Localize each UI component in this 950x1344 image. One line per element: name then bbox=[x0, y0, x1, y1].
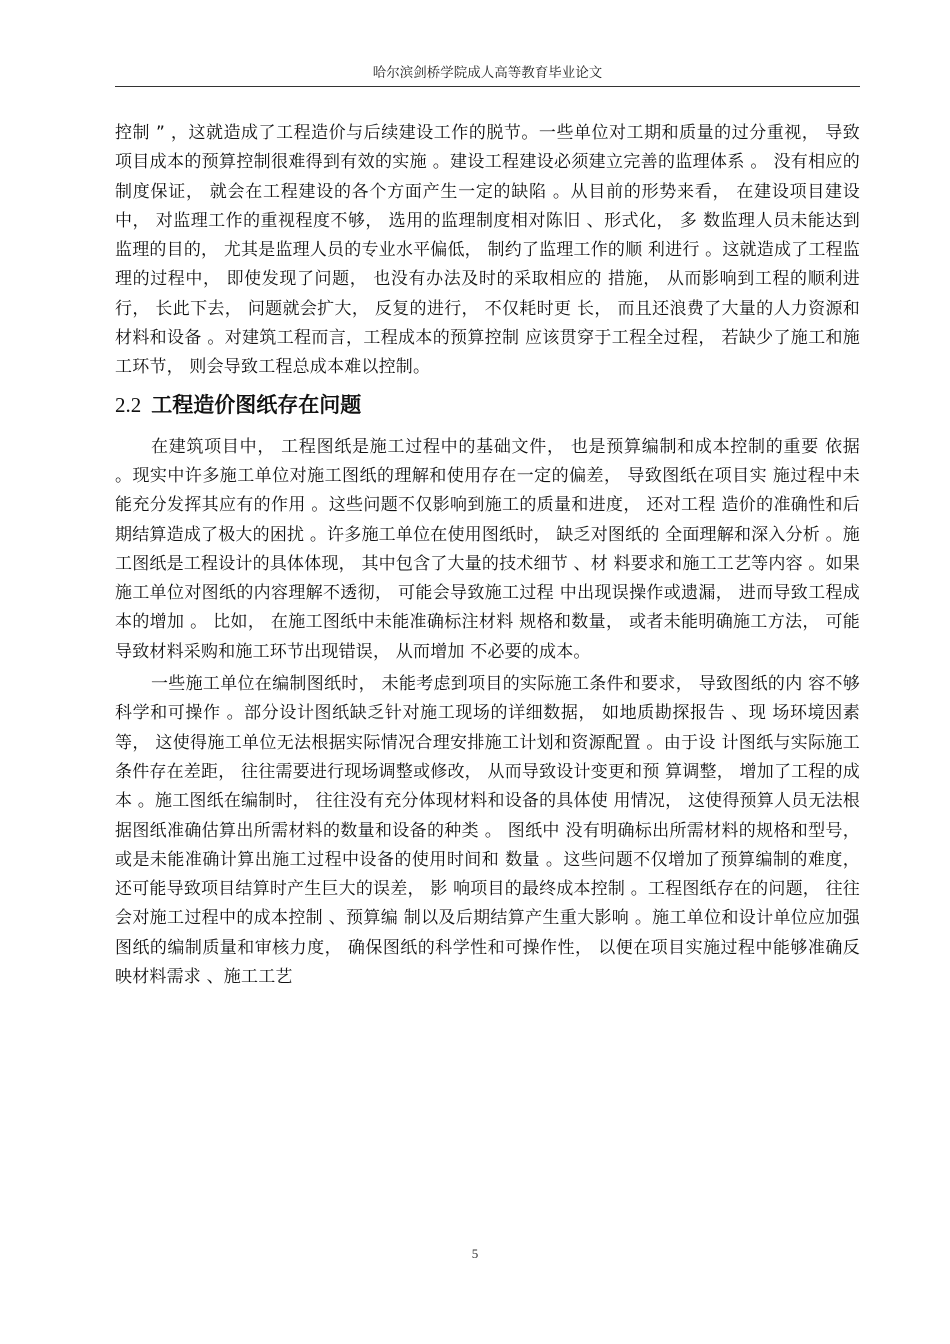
paragraph: 一些施工单位在编制图纸时， 未能考虑到项目的实际施工条件和要求， 导致图纸的内 容不够科学和可操作 。部分设计图纸缺乏针对施工现场的详细数据， 如地质勘探报告 、现 场环境因素等， 这使得施工单位无法根据实际情况合理安排施工计划和资源配置 。由于设 计图纸与实际施工条件存在差距， 往往需要进行现场调整或修改， 从而导致设计变更和预 算调整， 增加了工程的成本 。施工图纸在编制时， 往往没有充分体现材料和设备的具体使 用情况， 这使得预算人员无法根据图纸准确估算出所需材料的数量和设备的种类 。 图纸中 没有明确标出所需材料的规格和型号， 或是未能准确计算出施工过程中设备的使用时间和 数量 。这些问题不仅增加了预算编制的难度， 还可能导致项目结算时产生巨大的误差， 影 响项目的最终成本控制 。工程图纸存在的问题， 往往会对施工过程中的成本控制 、预算编 制以及后期结算产生重大影响 。施工单位和设计单位应加强图纸的编制质量和审核力度， 确保图纸的科学性和可操作性， 以便在项目实施过程中能够准确反映材料需求 、施工工艺 bbox=[115, 674, 860, 988]
section-title: 工程造价图纸存在问题 bbox=[151, 392, 362, 417]
body-text bbox=[115, 119, 860, 992]
paragraph: 在建筑项目中， 工程图纸是施工过程中的基础文件， 也是预算编制和成本控制的重要 依据 。现实中许多施工单位对施工图纸的理解和使用存在一定的偏差， 导致图纸在项目实 施过程中未能充分发挥其应有的作用 。这些问题不仅影响到施工的质量和进度， 还对工程 造价的准确性和后期结算造成了极大的困扰 。许多施工单位在使用图纸时， 缺乏对图纸的 全面理解和深入分析 。施工图纸是工程设计的具体体现， 其中包含了大量的技术细节 、材 料要求和施工工艺等内容 。如果施工单位对图纸的内容理解不透彻， 可能会导致施工过程 中出现误操作或遗漏， 进而导致工程成本的增加 。 比如， 在施工图纸中未能准确标注材料 规格和数量， 或者未能明确施工方法， 可能导致材料采购和施工环节出现错误， 从而增加 不必要的成本。 bbox=[115, 436, 860, 662]
section-heading bbox=[115, 389, 860, 421]
continued-paragraph: 控制 ” ，这就造成了工程造价与后续建设工作的脱节。一些单位对工期和质量的过分重视， 导致项目成本的预算控制很难得到有效的实施 。建设工程建设必须建立完善的监理体系 。 没有相应的制度保证， 就会在工程建设的各个方面产生一定的缺陷 。从目前的形势来看， 在建设项目建设中， 对监理工作的重视程度不够， 选用的监理制度相对陈旧 、形式化， 多 数监理人员未能达到监理的目的， 尤其是监理人员的专业水平偏低， 制约了监理工作的顺 利进行 。这就造成了工程监理的过程中， 即使发现了问题， 也没有办法及时的采取相应的 措施， 从而影响到工程的顺利进行， 长此下去， 问题就会扩大， 反复的进行， 不仅耗时更 长， 而且还浪费了大量的人力资源和材料和设备 。对建筑工程而言，工程成本的预算控制 应该贯穿于工程全过程， 若缺少了施工和施工环节， 则会导致工程总成本难以控制。 bbox=[115, 123, 860, 378]
running-header: 哈尔滨剑桥学院成人高等教育毕业论文 bbox=[115, 60, 860, 87]
page-number: 5 bbox=[471, 1246, 479, 1261]
section-number: 2.2 bbox=[115, 392, 142, 417]
